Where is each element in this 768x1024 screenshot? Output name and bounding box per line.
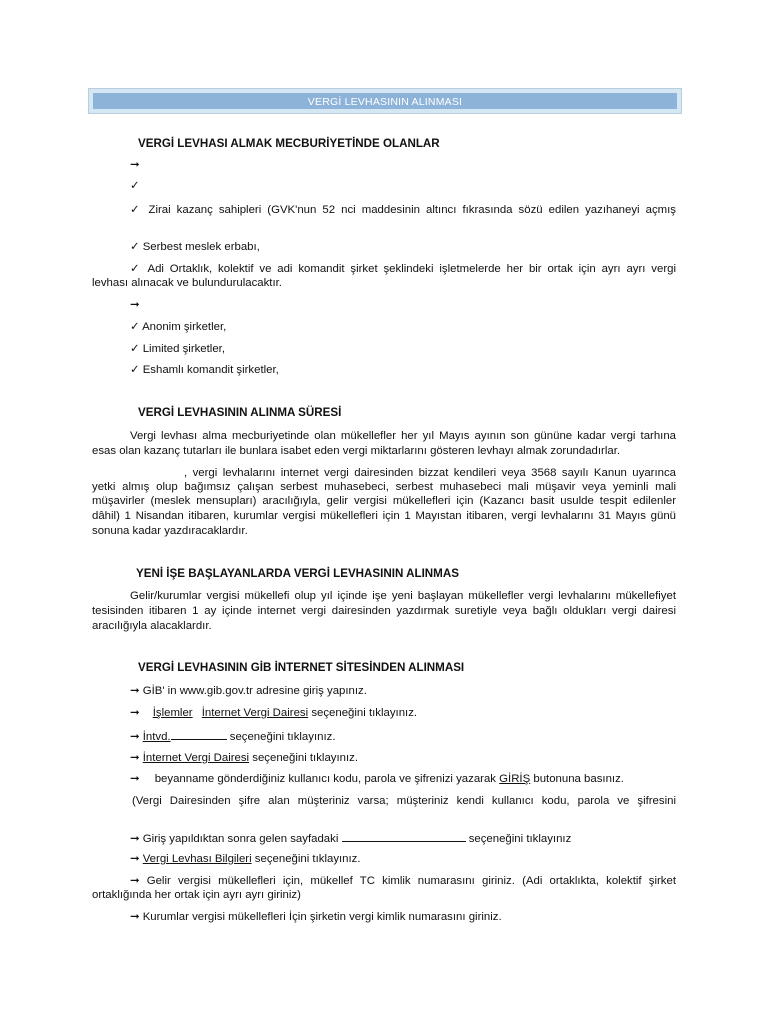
section-heading-gib-online: VERGİ LEVHASININ GİB İNTERNET SİTESİNDEN ALINMASI (138, 661, 465, 674)
step-after-login (130, 830, 571, 846)
link-vergi-levhasi-bilgileri[interactable]: Vergi Levhası Bilgileri (142, 853, 252, 865)
paragraph-line: esas olan kazanç tutarları ile bunlara isabet eden vergi miktarlarını gösteren levhayı almak zorundadırlar. (92, 445, 621, 457)
step-text: seçeneğini tıklayınız. (252, 752, 359, 764)
blank-field (171, 728, 227, 740)
link-intvd[interactable]: İntvd. (142, 731, 171, 743)
check-bullet: ✓ (130, 180, 140, 192)
step-gelir-vergisi-cont: ortaklığında her ortak için ayrı ayrı giriniz) (92, 889, 301, 901)
paragraph-line: , vergi levhalarını internet vergi dairesinden bizzat kendileri veya 3568 sayılı Kanun uyarınca (184, 467, 676, 479)
step-text: seçeneğini tıklayınız (468, 833, 572, 845)
section-heading-obligated: VERGİ LEVHASI ALMAK MECBURİYETİNDE OLANLAR (138, 137, 440, 150)
step-text: seçeneğini tıklayınız. (254, 853, 361, 865)
paragraph-line: sonuna kadar yazdıracaklardır. (92, 525, 248, 537)
step-islemler (130, 706, 417, 720)
step-text: seçeneğini tıklayınız. (229, 731, 336, 743)
blank-field (342, 830, 466, 842)
list-item-serbest: ✓ Serbest meslek erbabı, (130, 241, 260, 253)
title-banner (88, 88, 682, 114)
section-heading-period: VERGİ LEVHASININ ALINMA SÜRESİ (138, 406, 342, 419)
paragraph-line: müşavirler (meslek mensupları) aracılığıyla, gelir vergisi mükellefleri için (Kazancı basit usulde tespit edilenler (92, 495, 676, 507)
step-kurumlar-vergisi: ➞ Kurumlar vergisi mükellefleri İçin şirketin vergi kimlik numarasını giriniz. (130, 911, 502, 923)
step-intvd (130, 728, 336, 744)
step-text: beyanname gönderdiğiniz kullanıcı kodu, parola ve şifrenizi yazarak (154, 773, 496, 785)
step-gelir-vergisi: ➞ Gelir vergisi mükellefleri için, mükellef TC kimlik numarasını giriniz. (Adi ortaklıkta, kolektif şirket (130, 875, 676, 887)
step-gib-website: ➞ GİB' in www.gib.gov.tr adresine giriş yapınız. (130, 685, 367, 697)
step-login-note: (Vergi Dairesinden şifre alan müşteriniz varsa; müşteriniz kendi kullanıcı kodu, parola ve şifresini (132, 795, 676, 807)
arrow-icon: ➞ (130, 773, 140, 785)
list-item-anonim: ✓ Anonim şirketler, (130, 321, 227, 333)
paragraph-line: aracılığıyla alacaklardır. (92, 620, 212, 632)
list-item-eshamli: ✓ Eshamlı komandit şirketler, (130, 364, 279, 376)
step-text: seçeneğini tıklayınız. (311, 707, 418, 719)
link-internet-vergi-dairesi[interactable]: İnternet Vergi Dairesi (201, 707, 309, 719)
paragraph-line: dâhil) 1 Nisandan itibaren, kurumlar vergisi mükellefleri için 1 Mayıstan itibaren, vergi levhalarını 31 Mayıs günü (92, 510, 676, 522)
arrow-icon: ➞ (130, 731, 140, 743)
list-item-zirai: ✓ Zirai kazanç sahipleri (GVK'nun 52 nci maddesinin altıncı fıkrasında sözü edilen yazıhaneyi açmış (130, 204, 676, 216)
arrow-icon: ➞ (130, 752, 140, 764)
section-heading-new-business: YENİ İŞE BAŞLAYANLARDA VERGİ LEVHASININ ALINMAS (136, 567, 459, 580)
paragraph-line: Vergi levhası alma mecburiyetinde olan mükellefler her yıl Mayıs ayının son gününe kadar vergi tarhına (130, 430, 676, 442)
link-giris[interactable]: GİRİŞ (499, 773, 531, 785)
arrow-icon: ➞ (130, 707, 140, 719)
list-item-adi-ortaklik-cont: levhası alınacak ve bulundurulacaktır. (92, 277, 282, 289)
arrow-bullet: ➞ (130, 159, 140, 171)
step-ivd (130, 751, 358, 765)
arrow-bullet: ➞ (130, 299, 140, 311)
link-islemler[interactable]: İşlemler (152, 707, 193, 719)
arrow-icon: ➞ (130, 853, 140, 865)
step-text: butonuna basınız. (533, 773, 624, 785)
step-levha-bilgileri (130, 852, 361, 866)
list-item-limited: ✓ Limited şirketler, (130, 343, 226, 355)
step-login (130, 772, 624, 786)
step-text: ➞ Giriş yapıldıktan sonra gelen sayfadaki (130, 833, 339, 845)
list-item-adi-ortaklik: ✓ Adi Ortaklık, kolektif ve adi komandit şirket şeklindeki işletmelerde her bir ortak için ayrı ayrı vergi (130, 263, 676, 275)
paragraph-line: tesisinden itibaren 1 ay içinde internet vergi dairesinden yazdırmak suretiyle veya bağlı oldukları vergi dairesi (92, 605, 676, 617)
link-internet-vergi-dairesi-2[interactable]: İnternet Vergi Dairesi (142, 752, 250, 764)
paragraph-line: yetki almış olup bağımsız çalışan serbest muhasebeci, serbest muhasebeci mali müşavir veya yeminli mali (92, 481, 676, 493)
banner-title: VERGİ LEVHASININ ALINMASI (93, 93, 677, 109)
paragraph-line: Gelir/kurumlar vergisi mükellefi olup yıl içinde işe yeni başlayan mükellefler vergi levhalarını mükellefiyet (130, 590, 676, 602)
